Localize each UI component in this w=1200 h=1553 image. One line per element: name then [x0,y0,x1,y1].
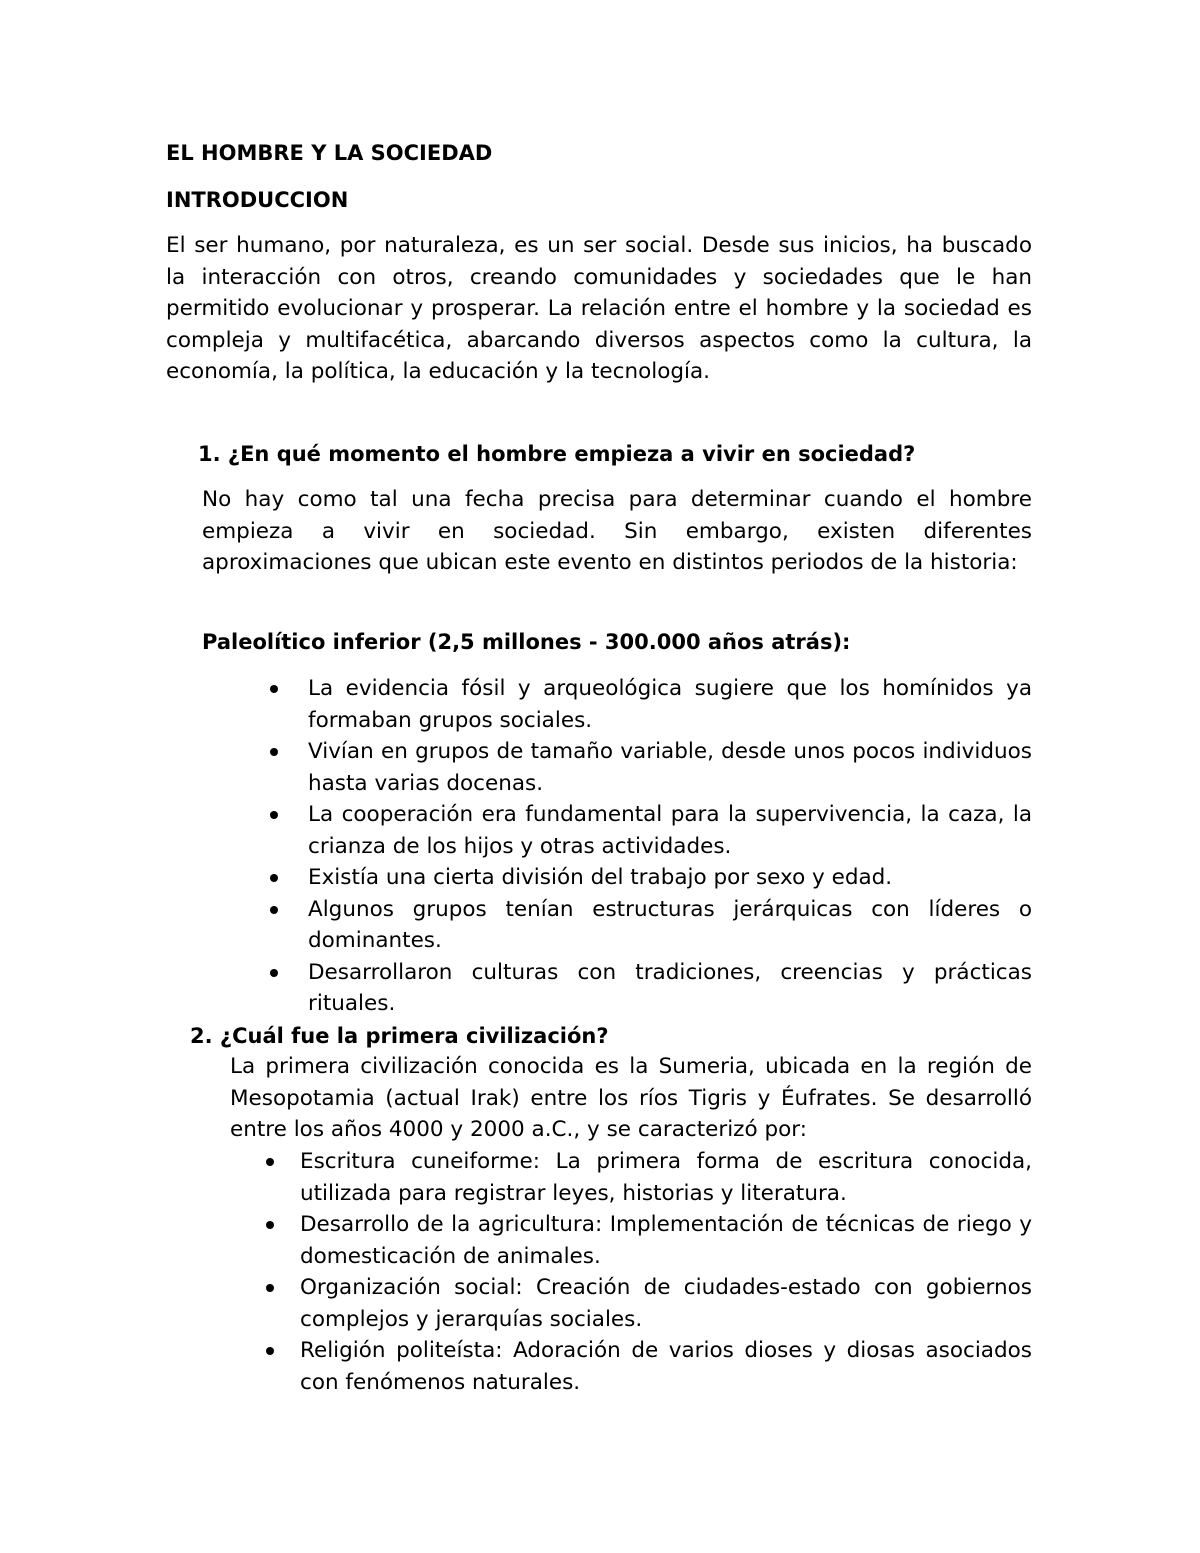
list-item: Organización social: Creación de ciudades-estado con gobiernos complejos y jerarquías sociales. [262,1272,1032,1335]
question-2-number: 2. [190,1024,213,1048]
civilization-bullet-list [262,1146,1032,1398]
question-1-number: 1. [198,442,221,466]
list-item: Vivían en grupos de tamaño variable, desde unos pocos individuos hasta varias docenas. [270,736,1032,799]
intro-heading: INTRODUCCION [166,188,349,212]
list-item: Existía una cierta división del trabajo por sexo y edad. [270,862,1032,894]
question-1-text: ¿En qué momento el hombre empieza a vivir en sociedad? [227,442,916,466]
list-item: Desarrollo de la agricultura: Implementación de técnicas de riego y domesticación de animales. [262,1209,1032,1272]
bullet-icon [270,748,278,756]
bullet-icon [270,811,278,819]
question-2-text: ¿Cuál fue la primera civilización? [219,1024,609,1048]
bullet-icon [270,906,278,914]
bullet-icon [270,969,278,977]
question-1-answer: No hay como tal una fecha precisa para determinar cuando el hombre empieza a vivir en sociedad. Sin embargo, existen diferentes aproximaciones que ubican este evento en distintos periodos de la historia: [202,487,1032,575]
question-2-answer: La primera civilización conocida es la Sumeria, ubicada en la región de Mesopotamia (actual Irak) entre los ríos Tigris y Éufrates. Se desarrolló entre los años 4000 y 2000 a.C., y se caracterizó por: [230,1054,1032,1142]
bullet-icon [270,874,278,882]
period-bullet-list [270,673,1032,1020]
bullet-icon [266,1158,274,1166]
bullet-icon [266,1284,274,1292]
intro-paragraph: El ser humano, por naturaleza, es un ser social. Desde sus inicios, ha buscado la interacción con otros, creando comunidades y sociedades que le han permitido evolucionar y prosperar. La relación entre el hombre y la sociedad es compleja y multifacética, abarcando diversos aspectos como la cultura, la economía, la política, la educación y la tecnología. [166,233,1032,384]
bullet-icon [266,1221,274,1229]
question-1-heading [198,440,915,468]
list-item: La cooperación era fundamental para la supervivencia, la caza, la crianza de los hijos y otras actividades. [270,799,1032,862]
list-item: Desarrollaron culturas con tradiciones, creencias y prácticas rituales. [270,957,1032,1020]
list-item: Religión politeísta: Adoración de varios dioses y diosas asociados con fenómenos naturales. [262,1335,1032,1398]
period-heading: Paleolítico inferior (2,5 millones - 300.000 años atrás): [202,630,851,654]
bullet-icon [266,1347,274,1355]
bullet-icon [270,685,278,693]
document-title: EL HOMBRE Y LA SOCIEDAD [166,141,493,165]
list-item: La evidencia fósil y arqueológica sugiere que los homínidos ya formaban grupos sociales. [270,673,1032,736]
list-item: Escritura cuneiforme: La primera forma de escritura conocida, utilizada para registrar leyes, historias y literatura. [262,1146,1032,1209]
list-item: Algunos grupos tenían estructuras jerárquicas con líderes o dominantes. [270,894,1032,957]
question-2-heading [190,1022,609,1050]
